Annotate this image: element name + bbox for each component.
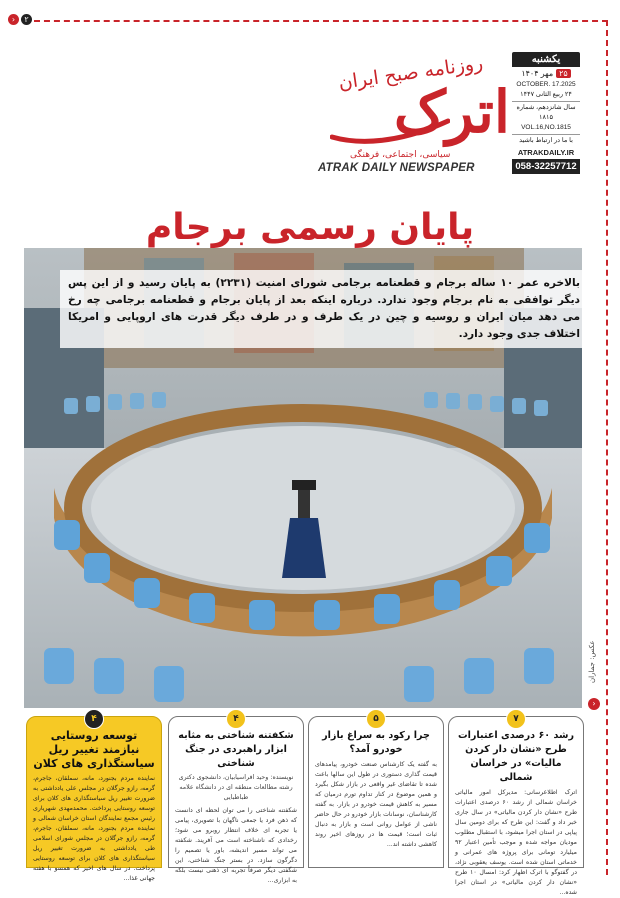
dashed-border-top (34, 20, 608, 22)
dashed-border-right (606, 20, 608, 875)
story-title[interactable]: شکفتنه شناختی به مثابه ابزار راهبردی در جنگ شناختی (178, 730, 294, 769)
contact-note: با ما در ارتباط باشید (519, 137, 573, 144)
next-page-icon[interactable]: › (8, 14, 19, 25)
page-nav (8, 14, 32, 25)
page-ref-badge: ۷ (506, 709, 526, 729)
logo-main-text: اترک (393, 78, 510, 146)
story-body: نماینده مردم بجنورد، مانه، سملقان، جاجرم، گرمه، رازو جرگلان در مجلس علی یادداشتی به ضرورت تغییر ریل سیاستگذاری های کلان برای توسعه روستایی پرداخت. محمدمهدی شهریاری رئیس مجمع نمایندگان استان خراسان شمالی و نماینده مردم بجنورد، مانه، سملقان، جاجرم، گرمه، رازو جرگلان در مجلس شورای اسلامی طی یادداشتی به ضرورت تغییر ریل سیاستگذاری های کلان برای توسعه روستایی پرداخت. در سال های اخیر که همسو با هفته جهانی غذا... (33, 775, 155, 882)
date-day-badge: ۲۵ (556, 69, 571, 78)
website-link[interactable]: ATRAKDAILY.IR (517, 148, 575, 157)
arrow-icon[interactable]: › (588, 698, 600, 710)
date-english: OCTOBER. 17.2025 (516, 81, 576, 88)
story-box-rural[interactable] (26, 714, 162, 882)
phone-number: 058-32257712 (512, 159, 580, 174)
divider (512, 101, 580, 102)
english-title: ATRAK DAILY NEWSPAPER (318, 162, 475, 174)
story-body: اترک اطلاعرسانی: مدیرکل امور مالیاتی خراسان شمالی از رشد ۶۰ درصدی اعتبارات طرح «نشان دار کردن مالیاتی» در سال جاری خبر داد و گفت: این طرح که برای دومین سال پیاپی در استان اجرا میشود، با استقبال مطلوب مودیان مواجه شده و موجب تأمین اعتبار ۹۲ میلیارد تومانی برای پروژه های عمرانی و خدماتی استان شده است. یوسف یعقوبی نژاد، در گفتوگو با اترک اظهار کرد: امسال ۱۰ طرح «نشان دار کردن مالیاتی» در استان اجرا شده... (455, 789, 578, 896)
story-title[interactable]: چرا رکود به سراغ بازار خودرو آمد؟ (322, 730, 430, 755)
date-hijri: ۲۴ ربیع الثانی ۱۴۴۷ (520, 91, 572, 98)
bottom-stories (24, 714, 582, 896)
story-box-car-market[interactable] (308, 716, 444, 868)
story-author: نویسنده: وحید افراسیابیان، دانشجوی دکتری رشته مطالعات منطقه ای در دانشگاه علامه طباطبایی (178, 774, 294, 801)
lead-paragraph: بالاخره عمر ۱۰ ساله برجام و قطعنامه برجامی شورای امنیت (۲۲۳۱) به پایان رسید و از این پس دیگر توافقی به نام برجام وجود ندارد. درباره اینکه بعد از پایان برجام و قطعنامه برجامی چه رخ می دهد میان ایران و روسیه و چین در یک طرف و در طرف دیگر قدرت های اروپایی و امریکا اختلاف جدی وجود دارد. (60, 270, 588, 348)
photo-credit: عکس: جماران (588, 640, 596, 683)
story-body: به گفته یک کارشناس صنعت خودرو، پیامدهای قیمت گذاری دستوری در طول این سالها باعث شده تا تقاضای غیر واقعی در بازار شکل بگیرد و همین موضوع در کنار تداوم تورم درمیان که مسیر به کاهش قیمت خودرو در بازار. به گفته کارشناسان، نوسانات بازار خودرو در حال حاضر ناشی از عوامل روانی است و بازار به دنبال ثبات است؛ قیمت ها در روزهای اخیر روند کاهشی داشته اند... (315, 761, 437, 848)
page-ref-badge: ۴ (226, 709, 246, 729)
page-ref-badge: ۴ (84, 709, 104, 729)
story-box-cognitive[interactable] (168, 714, 304, 884)
date-month: مهر ۱۴۰۴ (521, 69, 554, 78)
date-row (512, 67, 580, 80)
story-box-tax[interactable] (448, 714, 584, 896)
story-body: شکفتنه شناختی را می توان لحظه ای دانست که ذهن فرد یا جمعی ناگهان با تصویری، پیامی یا تجربه ای خلاف انتظار روبرو می شود؛ رخدادی که ناشناخته است می آفریند. شکفته می تواند مسیر اندیشه، باور یا تصمیم را دگرگون سازد. در بستر جنگ شناختی، این شگفتی دیگر صرفاً تجربه ای ذهنی نیست بلکه به ابزاری... (175, 807, 297, 884)
page-number-badge: ۲ (21, 14, 32, 25)
issue-english: VOL.16,NO.1815 (521, 124, 571, 131)
masthead-logo (330, 51, 510, 170)
logo-swoosh-icon (330, 115, 450, 145)
issue-info-box (512, 52, 580, 174)
logo-script-text: روزنامه صبح ایران (337, 51, 485, 95)
day-label: یکشنبه (512, 52, 580, 67)
page-ref-badge: ۵ (366, 709, 386, 729)
divider (512, 134, 580, 135)
story-title[interactable]: رشد ۶۰ درصدی اعتبارات طرح «نشان دار کردن مالیات» در خراسان شمالی (457, 730, 575, 783)
issue-persian: سال شانزدهم، شماره ۱۸۱۵ (516, 104, 576, 121)
story-title[interactable]: توسعه روستایی نیازمند تغییر ریل سیاستگذاری های کلان (33, 729, 155, 770)
logo-tagline: سیاسی، اجتماعی، فرهنگی (350, 150, 451, 160)
main-headline[interactable]: پایان رسمی برجام (145, 207, 475, 248)
